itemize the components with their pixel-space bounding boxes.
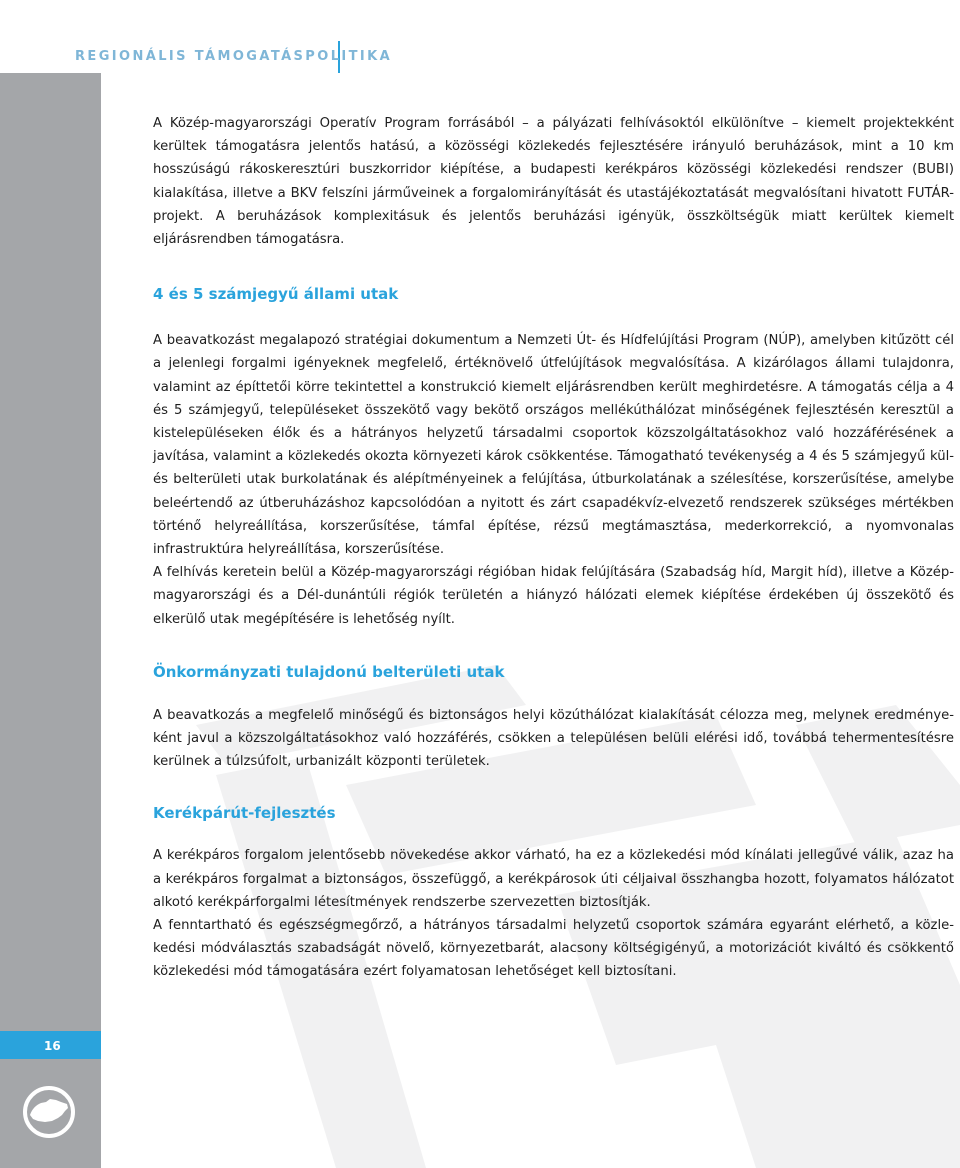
section-state-roads-paragraph-1: A beavatkozást megalapozó stratégiai dokumentum a Nemzeti Út- és Hídfelújítási Program (NÚP), amelyben kitűzött cél a jelenlegi forgalmi igényeknek megfelelő, értéknövelő útfelújítások megvalósítása. A kizárólagos állami tulajdonra, valamint az építtetői körre tekintettel a konstrukció kiemelt eljárásrendben került meghirdetésre. A támogatás célja a 4 és 5 számjegyű, településeket összekötő vagy bekötő országos mellékúthálózat minőségének fejlesztésén keresztül a kistelepüléseken élők és a hátrányos helyzetű társadalmi csoportok közszolgáltatásokhoz való hozzáférésének a javítása, valamint a közlekedés okozta környezeti károk csökkentése. Támogatható tevékenység a 4 és 5 számjegyű kül- és belterületi utak burkolatának és alépítményeinek a felújítása, útburkolatának a szélesítése, korszerűsítése, amelybe beleértendő az útberuházáshoz kapcsolódóan a nyitott és zárt csapadékvíz-elvezető rendszerek szükséges mértékben történő helyreállítása, korszerűsítése, támfal építése, rézsű megtámasztása, mederkorrekció, a nyomvonalas infrastruktúra helyreállítása, korszerűsítése. (153, 333, 954, 558)
section-state-roads-paragraph-2: A felhívás keretein belül a Közép-magyarországi régióban hidak felújítására (Szabadság híd, Margit híd), illetve a Közép-magyarországi és a Dél-dunántúli régiók területén a hiányzó hálózati elemek kiépítése érdekében új összekötő és elkerülő utak megépítésére is lehetőség nyílt. (153, 565, 954, 627)
section-header-title: REGIONÁLIS TÁMOGATÁSPOLITIKA (75, 49, 393, 64)
hungary-map-logo-icon (22, 1085, 76, 1139)
main-content (153, 112, 954, 984)
section-heading-municipal-roads: Önkormányzati tulajdonú belterületi utak (153, 662, 505, 681)
page-number: 16 (44, 1039, 61, 1053)
section-municipal-roads-paragraph: A beavatkozás a megfelelő minőségű és biztonságos helyi közúthálózat kialakítását célozza meg, melynek eredményeként javul a közszolgáltatásokhoz való hozzáférés, csökken a településen belüli elérési idő, továbbá tehermentesítésre kerülnek a túlzsúfolt, urbanizált központi területek. (153, 707, 954, 770)
section-bike-paths-paragraph-2: A fenntartható és egészségmegőrző, a hátrányos társadalmi helyzetű csoportok számára egyaránt elérhető, a közlekedési módválasztás szabadságát növelő, környezetbarát, alacsony költségigényű, a motorizációt kiváltó és csökkentő közlekedési mód támogatására ezért folyamatosan lehetőséget kell biztosítani. (153, 918, 954, 980)
sidebar-top-cap (0, 0, 101, 41)
intro-paragraph: A Közép-magyarországi Operatív Program forrásából – a pályázati felhívásoktól elkülönítve – kiemelt projektekként kerültek támogatásra jelentős hatású, a közösségi közlekedés fejlesztésére irányuló beruházások, mint a 10 km hosszúságú rákoskeresztúri buszkorridor kiépítése, a budapesti kerékpáros közösségi közlekedési rendszer (BUBI) kialakítása, illetve a BKV felszíni járműveinek a forgalomirányítását és utastájékoztatását megvalósítani hivatott FUTÁR-projekt. A beruházások komplexitásuk és jelentős beruházási igényük, összköltségük miatt kerültek kiemelt eljárásrendben támogatásra. (153, 116, 954, 248)
section-heading-bike-paths: Kerékpárút-fejlesztés (153, 804, 336, 823)
section-heading-state-roads: 4 és 5 számjegyű állami utak (153, 285, 399, 304)
sidebar (0, 0, 101, 1168)
section-bike-paths-paragraph-1: A kerékpáros forgalom jelentősebb növekedése akkor várható, ha ez a közlekedési mód kínálati jellegűvé válik, azaz ha a kerékpáros forgalmat a biztonságos, összefüggő, a kerékpárosok úti céljaival összhangba hozott, folyamatos hálózatot alkotó kerékpárforgalmi létesítmények rendszerbe szervezetten biztosítják. (153, 848, 954, 910)
